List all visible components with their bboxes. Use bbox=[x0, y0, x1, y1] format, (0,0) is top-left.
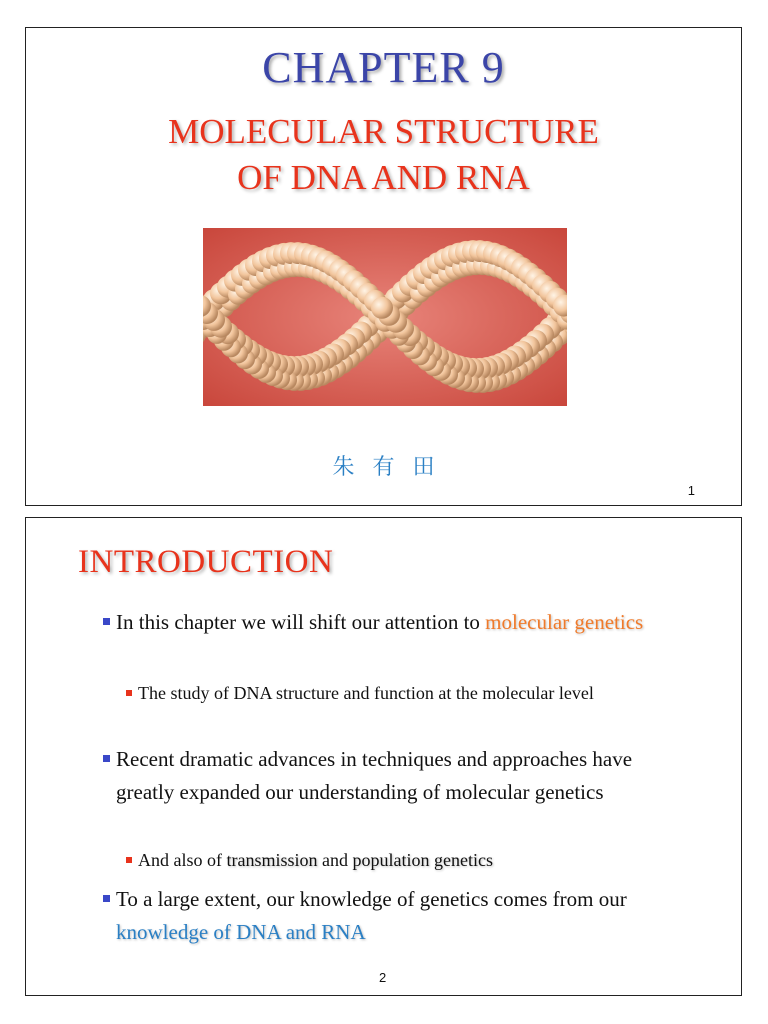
page-number: 1 bbox=[687, 483, 695, 498]
highlight-term: population genetics bbox=[352, 850, 493, 870]
slide-2 bbox=[25, 517, 742, 996]
bullet-square-icon bbox=[103, 755, 110, 762]
subtitle-line-1: MOLECULAR STRUCTURE bbox=[168, 112, 599, 151]
dna-atom bbox=[371, 297, 393, 319]
bullet-1 bbox=[116, 606, 686, 639]
dna-helix-illustration bbox=[203, 228, 567, 406]
subtitle-line-2: OF DNA AND RNA bbox=[237, 158, 530, 197]
bullet-text: To a large extent, our knowledge of genetics comes from our bbox=[116, 887, 627, 911]
slide-1 bbox=[25, 27, 742, 506]
bullet-square-icon bbox=[126, 857, 132, 863]
highlight-term: knowledge of DNA and RNA bbox=[116, 920, 366, 944]
bullet-square-icon bbox=[126, 690, 132, 696]
bullet-square-icon bbox=[103, 895, 110, 902]
sub-bullet-1 bbox=[138, 679, 698, 707]
sub-bullet-text: The study of DNA structure and function at the molecular level bbox=[138, 683, 594, 703]
sub-bullet-text: and bbox=[317, 850, 353, 870]
bullet-2 bbox=[116, 743, 686, 809]
page-number: 2 bbox=[379, 970, 387, 985]
bullet-square-icon bbox=[103, 618, 110, 625]
sub-bullet-2 bbox=[138, 846, 698, 874]
sub-bullet-text: And also of bbox=[138, 850, 227, 870]
author-name: 朱有田 bbox=[332, 455, 453, 480]
chapter-title: CHAPTER 9 bbox=[262, 43, 505, 92]
slide-heading: INTRODUCTION bbox=[78, 544, 334, 580]
bullet-text: Recent dramatic advances in techniques and approaches have greatly expanded our understanding of molecular genetics bbox=[116, 747, 633, 804]
bullet-text: In this chapter we will shift our attention to bbox=[116, 610, 486, 634]
bullet-3 bbox=[116, 883, 686, 949]
dna-helix-image bbox=[203, 228, 567, 406]
highlight-term: molecular genetics bbox=[485, 610, 644, 634]
highlight-term: transmission bbox=[226, 850, 318, 870]
